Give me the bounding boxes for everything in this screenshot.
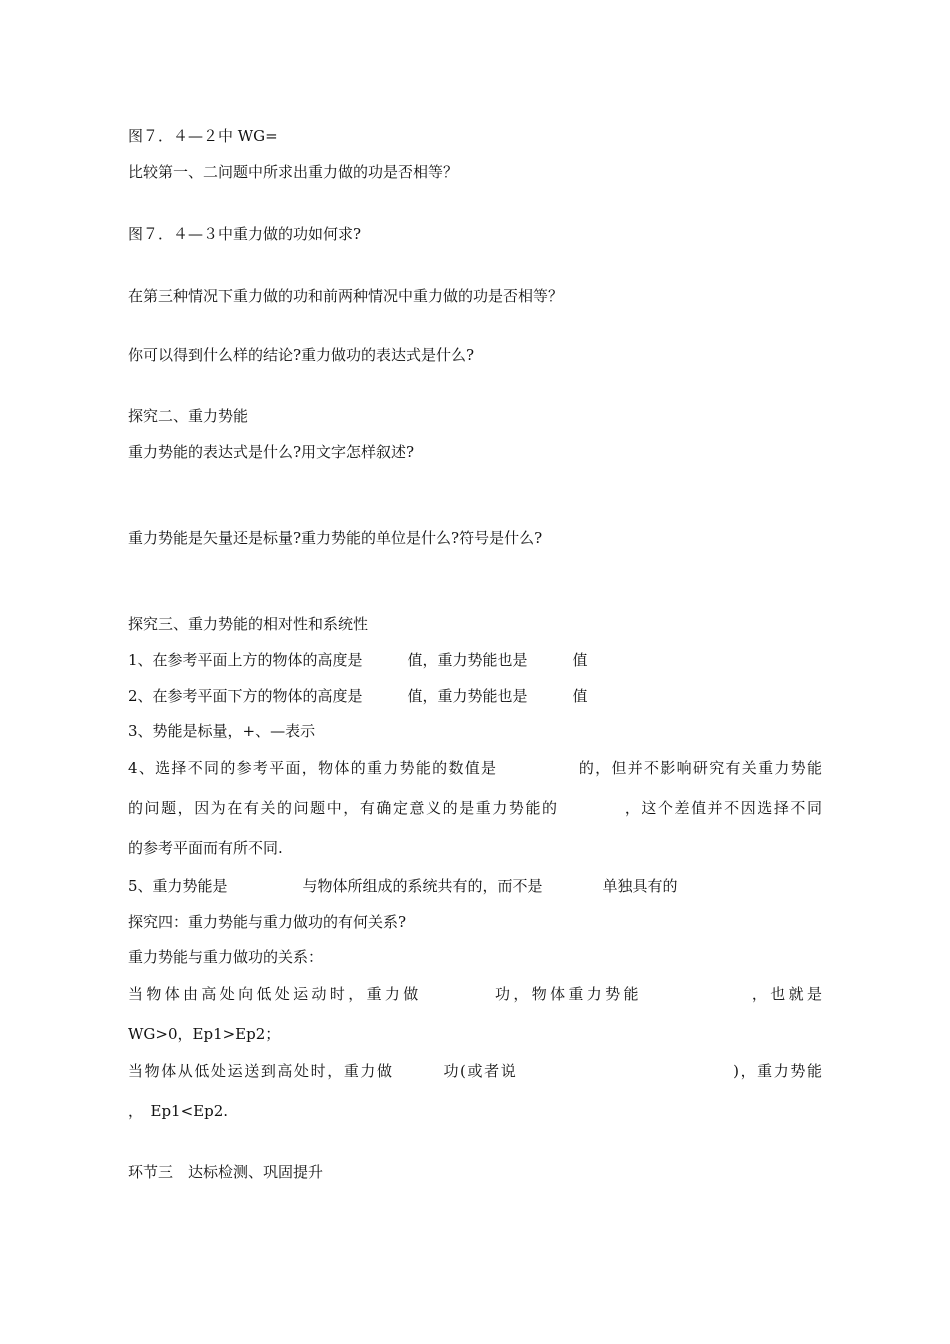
text-line-4: 在第三种情况下重力做的功和前两种情况中重力做的功是否相等？: [128, 287, 564, 305]
text-line-11: 2、在参考平面下方的物体的高度是 值，重力势能也是 值: [128, 687, 588, 705]
section-heading-3: 探究三、重力势能的相对性和系统性: [128, 615, 369, 633]
text-line-7: 重力势能的表达式是什么?用文字怎样叙述?: [128, 443, 415, 461]
text-line-3: 图７．４—３中重力做的功如何求?: [128, 225, 362, 243]
text-line-14: 的问题，因为在有关的问题中，有确定意义的是重力势能的 ，这个差值并不因选择不同: [128, 799, 822, 817]
text-line-19: 当物体由高处向低处运动时，重力做 功，物体重力势能 ，也就是: [128, 985, 822, 1003]
text-line-20: WG>0，Ep1>Ep2；: [128, 1025, 281, 1043]
text-line-22: ， Ep1<Ep2.: [128, 1102, 229, 1120]
text-line-2: 比较第一、二问题中所求出重力做的功是否相等？: [128, 163, 459, 181]
text-line-10: 1、在参考平面上方的物体的高度是 值，重力势能也是 值: [128, 651, 588, 669]
text-line-13: 4、选择不同的参考平面，物体的重力势能的数值是 的，但并不影响研究有关重力势能: [128, 759, 822, 777]
section-heading-4: 探究四：重力势能与重力做功的有何关系?: [128, 913, 407, 931]
text-line-16: 5、重力势能是 与物体所组成的系统共有的，而不是 单独具有的: [128, 877, 678, 895]
text-line-18: 重力势能与重力做功的关系：: [128, 948, 324, 966]
text-line-12: 3、势能是标量，+、—表示: [128, 722, 316, 740]
text-line-5: 你可以得到什么样的结论?重力做功的表达式是什么?: [128, 346, 475, 364]
section-heading-2: 探究二、重力势能: [128, 407, 249, 425]
text-line-21: 当物体从低处运送到高处时，重力做 功(或者说 )，重力势能: [128, 1062, 822, 1080]
text-line-8: 重力势能是矢量还是标量?重力势能的单位是什么?符号是什么?: [128, 529, 543, 547]
section-heading-5: 环节三 达标检测、巩固提升: [128, 1163, 324, 1181]
text-line-1: 图７．４—２中 WG=: [128, 127, 278, 145]
text-line-15: 的参考平面而有所不同.: [128, 839, 283, 857]
